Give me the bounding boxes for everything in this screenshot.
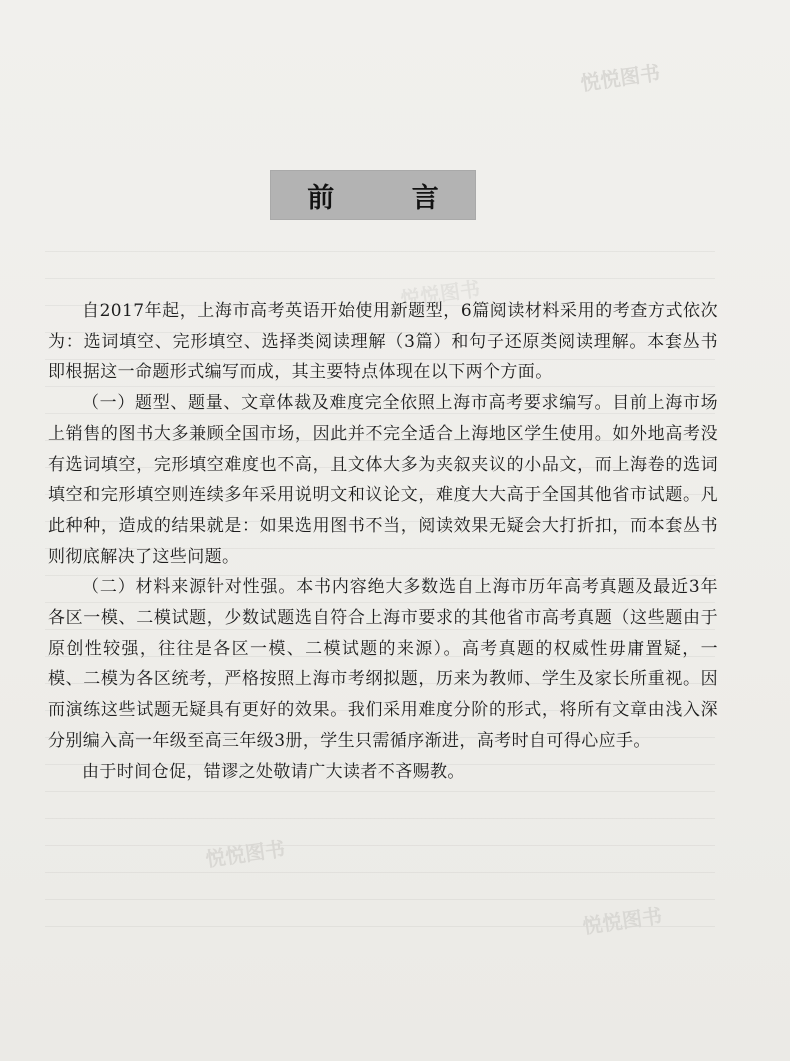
page-title: 前 言 xyxy=(307,182,473,214)
paragraph-intro: 自2017年起，上海市高考英语开始使用新题型，6篇阅读材料采用的考查方式依次为：选词填空、完形填空、选择类阅读理解（3篇）和句子还原类阅读理解。本套丛书即根据这一命题形式编写而成，其主要特点体现在以下两个方面。 xyxy=(48,301,718,383)
watermark: 悦悦图书 xyxy=(203,836,287,872)
paragraph-point-two: （二）材料来源针对性强。本书内容绝大多数选自上海市历年高考真题及最近3年各区一模、二模试题，少数试题选自符合上海市要求的其他省市高考真题（这些题由于原创性较强，往往是各区一模、二模试题的来源）。高考真题的权威性毋庸置疑，一模、二模为各区统考，严格按照上海市考纲拟题，历来为教师、学生及家长所重视。因而演练这些试题无疑具有更好的效果。我们采用难度分阶的形式，将所有文章由浅入深分别编入高一年级至高三年级3册，学生只需循序渐进，高考时自可得心应手。 xyxy=(48,577,718,751)
preface-title-box xyxy=(270,170,476,220)
watermark: 悦悦图书 xyxy=(578,60,662,96)
preface-body xyxy=(48,296,718,787)
paragraph-point-one: （一）题型、题量、文章体裁及难度完全依照上海市高考要求编写。目前上海市场上销售的图书大多兼顾全国市场，因此并不完全适合上海地区学生使用。如外地高考没有选词填空，完形填空难度也不高，且文体大多为夹叙夹议的小品文，而上海卷的选词填空和完形填空则连续多年采用说明文和议论文，难度大大高于全国其他省市试题。凡此种种，造成的结果就是：如果选用图书不当，阅读效果无疑会大打折扣，而本套丛书则彻底解决了这些问题。 xyxy=(48,393,718,567)
paragraph-closing: 由于时间仓促，错谬之处敬请广大读者不吝赐教。 xyxy=(82,761,465,782)
watermark: 悦悦图书 xyxy=(398,276,482,312)
watermark: 悦悦图书 xyxy=(580,903,664,939)
